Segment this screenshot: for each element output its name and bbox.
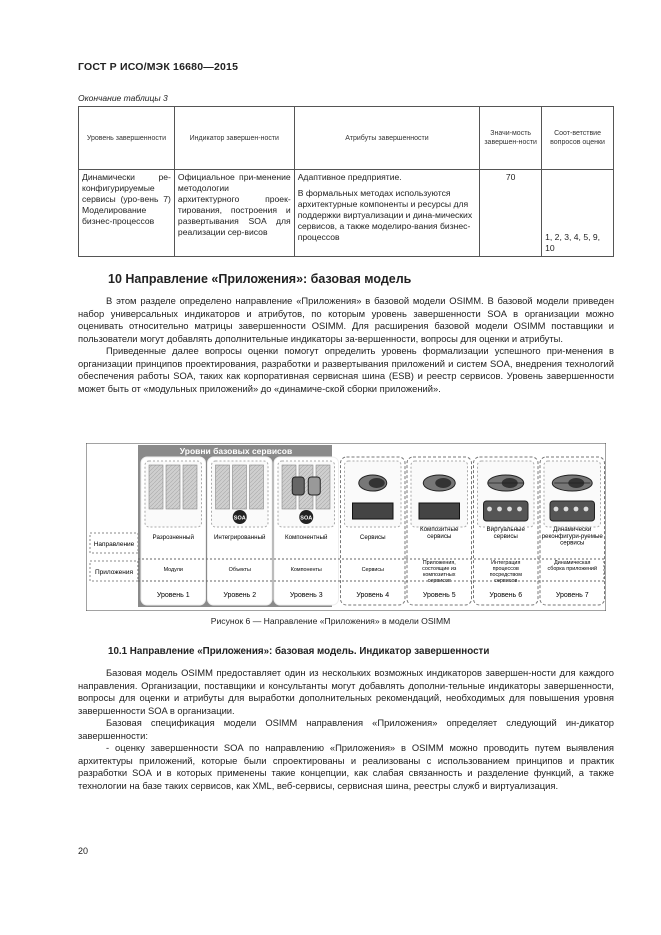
level-label: Уровень 2 xyxy=(223,592,257,599)
cell-questions: 1, 2, 3, 4, 5, 9, 10 xyxy=(542,170,614,257)
maturity-table xyxy=(78,106,614,257)
subsection-paragraph-3: - оценку завершенности SOA по направлению «Приложения» в OSIMM можно проводить путем выявления архитектуры приложений, которые были спроектированы и реализованы с использованием принципов и практик разработки SOA и в которых применены такие концепции, как слабая связанность и разделение функций, а также технологии на базе таких сервисов, как XML, веб-сервисы, сервисная шина, реестры служб и виртуализация. xyxy=(78,742,614,791)
attribute-line-1: Адаптивное предприятие. xyxy=(297,172,402,182)
figure-applications-domain xyxy=(86,443,606,611)
section-paragraph-1: В этом разделе определено направление «Приложения» в базовой модели OSIMM. В базовой модели приведен набор универсальных индикаторов и атрибутов, по которым уровень завершенности SOA в организации можно оценивать относительно матрицы завершенности OSIMM. Для расширения базовой модели OSIMM поставщики и пользователи могут добавлять дополнительные индикаторы за-вершенности, вопросы для оценки и атрибуты. xyxy=(78,295,614,344)
row-label-applications: Приложения xyxy=(94,569,134,576)
subsection-paragraph-1: Базовая модель OSIMM предоставляет один из нескольких возможных индикаторов завершен-ности для каждого направления. Организации, поставщики и консультанты могут добавлять дополни-тельные индикаторы завершенности, вопросы для оценки и атрибуты для выработки дополнительных рекомендаций, необходимых для повышения уровня завершенности SOA в организации. xyxy=(78,667,614,716)
chevron-stack-icon xyxy=(233,465,247,509)
level-app-label: Интеграция процессов посредством сервисов xyxy=(489,560,522,584)
soa-badge-label: SOA xyxy=(233,515,246,522)
level-name-label: Композитные сервисы xyxy=(420,526,459,540)
level-label: Уровень 3 xyxy=(289,592,323,599)
header-attributes: Атрибуты завершенности xyxy=(294,107,480,170)
level-app-label: Динамическая сборка приложений xyxy=(547,560,597,572)
level-app-label: Объекты xyxy=(228,567,251,573)
cell-level: Динамически ре-конфигурируемые сервисы (уро-вень 7) Моделирование бизнес-процессов xyxy=(79,170,175,257)
band-title: Уровни базовых сервисов xyxy=(179,446,293,456)
page-number: 20 xyxy=(78,846,89,856)
level-name-label: Виртуальные сервисы xyxy=(486,526,525,540)
level-name-label: Интегрированный xyxy=(213,534,266,541)
row-label-domain: Направление xyxy=(93,541,135,548)
level-name-label: Сервисы xyxy=(359,534,386,541)
header-weight: Значи-мость завершен-ности xyxy=(480,107,542,170)
level-label: Уровень 7 xyxy=(555,592,589,599)
node-dot-icon xyxy=(564,507,569,512)
subsection-body xyxy=(78,667,614,792)
subsection-paragraph-2: Базовая спецификация модели OSIMM направления «Приложения» определяет следующий ин-дикатор завершенности: xyxy=(78,717,614,741)
component-icon xyxy=(308,477,320,495)
table-row xyxy=(79,170,614,257)
attribute-line-2: В формальных методах используются архитектурные компоненты и ресурсы для поддержки виртуализации и дина-мических сервисов, а также моделиро-вания бизнес-процессов xyxy=(297,188,473,242)
soa-badge-label: SOA xyxy=(300,515,313,522)
level-name-label: Динамически реконфигури-руемые сервисы xyxy=(541,526,603,547)
node-dot-icon xyxy=(584,507,589,512)
level-app-label: Модули xyxy=(163,567,183,573)
standard-header: ГОСТ Р ИСО/МЭК 16680—2015 xyxy=(78,61,239,73)
server-icon xyxy=(419,503,460,519)
level-name-label: Разрозненный xyxy=(152,534,194,541)
chevron-stack-icon xyxy=(250,465,264,509)
subsection-title: 10.1 Направление «Приложения»: базовая модель. Индикатор завершенности xyxy=(108,646,490,657)
section-paragraph-2: Приведенные далее вопросы оценки помогут определить уровень формализации успешного при-менения в организации принципов проектирования, разработки и развертывания приложений и систем SOA, внедрения технологий обеспечения работы SOA, таких как корпоративная сервисная шина (ESB) и реестр сервисов. Уровень завершенности может быть от «модульных приложений» до «динамиче-ской сборки приложений». xyxy=(78,345,614,394)
cell-attributes xyxy=(294,170,480,257)
node-dot-icon xyxy=(507,507,512,512)
server-icon xyxy=(353,503,394,519)
level-name-label: Компонентный xyxy=(284,534,328,541)
figure-caption: Рисунок 6 — Направление «Приложения» в модели OSIMM xyxy=(210,616,451,626)
table-header-row xyxy=(79,107,614,170)
node-dot-icon xyxy=(554,507,559,512)
cell-weight: 70 xyxy=(480,170,542,257)
node-dot-icon xyxy=(517,507,522,512)
service-core-icon xyxy=(435,478,451,488)
service-core-icon xyxy=(369,478,385,488)
chevron-stack-icon xyxy=(166,465,180,509)
cell-indicator: Официальное при-менение методологии архитектурного проек-тирования, построения и развертывания SOA для реализации сер-висов xyxy=(174,170,294,257)
level-label: Уровень 1 xyxy=(156,592,190,599)
component-icon xyxy=(292,477,304,495)
chevron-stack-icon xyxy=(183,465,197,509)
header-indicator: Индикатор завершен-ности xyxy=(174,107,294,170)
node-dot-icon xyxy=(497,507,502,512)
section-body xyxy=(78,295,614,395)
node-dot-icon xyxy=(574,507,579,512)
header-level: Уровень завершенности xyxy=(79,107,175,170)
level-app-label: Приложения, состоящие из композитных сервисов xyxy=(422,560,457,584)
chevron-stack-icon xyxy=(216,465,230,509)
node-dot-icon xyxy=(487,507,492,512)
level-app-label: Сервисы xyxy=(361,567,384,573)
level-app-label: Компоненты xyxy=(290,567,322,573)
header-questions: Соот-ветствие вопросов оценки xyxy=(542,107,614,170)
level-label: Уровень 5 xyxy=(422,592,456,599)
section-title: 10 Направление «Приложения»: базовая модель xyxy=(108,272,412,286)
level-label: Уровень 4 xyxy=(356,592,390,599)
level-label: Уровень 6 xyxy=(489,592,523,599)
chevron-stack-icon xyxy=(149,465,163,509)
table-continuation-label: Окончание таблицы 3 xyxy=(78,93,168,103)
